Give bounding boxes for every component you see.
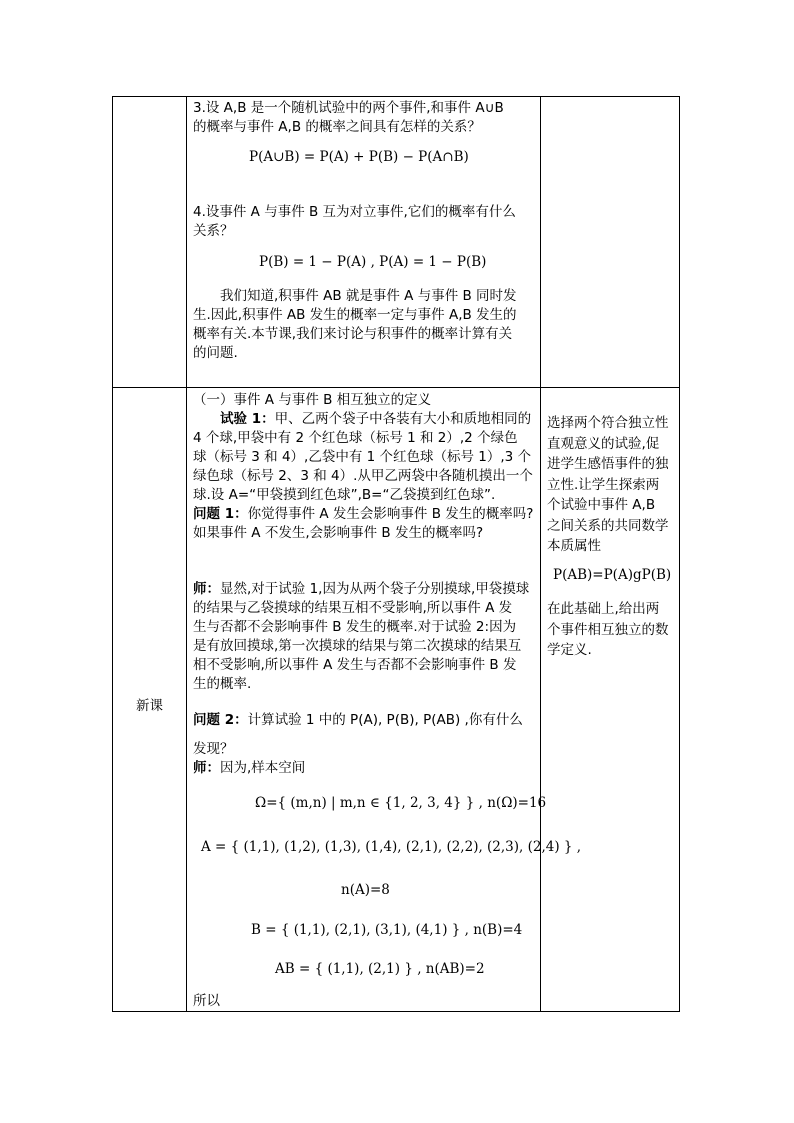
note-line: 直观意义的试验,促	[547, 435, 660, 452]
trial1-line: 绿色球（标号 2、3 和 4）.从甲乙两袋中各随机摸出一个	[193, 468, 533, 484]
trial1-label: 试验 1：	[220, 411, 275, 427]
teaching-notes-2	[547, 599, 679, 661]
new-lesson-content	[193, 391, 538, 543]
formula-sample-space: Ω={ (m,n) | m,n ∈ {1, 2, 3, 4} } , n(Ω)=16	[255, 795, 547, 811]
intro-line: 概率有关.本节课,我们来讨论与积事件的概率计算有关	[193, 326, 513, 342]
formula-n-a: n(A)=8	[341, 882, 390, 898]
teacher-explanation	[193, 580, 538, 694]
teacher-line: 生与否都不会影响事件 B 发生的概率.对于试验 2:因为	[193, 619, 517, 635]
intro-line: 生.因此,积事件 AB 发生的概率一定与事件 A,B 发生的	[193, 307, 517, 323]
formula-set-ab: AB = { (1,1), (2,1) } , n(AB)=2	[275, 961, 485, 977]
review-section	[193, 99, 538, 137]
row-divider	[113, 387, 679, 388]
note-line: 学定义.	[547, 642, 592, 658]
trial1-line: 球（标号 3 和 4）,乙袋中有 1 个红色球（标号 1）,3 个	[193, 449, 532, 465]
q4-line-1: 4.设事件 A 与事件 B 互为对立事件,它们的概率有什么	[193, 204, 516, 220]
teacher2-label: 师：	[193, 760, 220, 776]
q3-line-2: 的概率与事件 A,B 的概率之间具有怎样的关系？	[193, 119, 481, 135]
intro-paragraph	[193, 287, 538, 363]
note-line: 立性.让学生探索两	[547, 476, 660, 493]
section-label-new-lesson: 新课	[136, 698, 163, 714]
trial1-line: 球.设 A=“甲袋摸到红色球”,B=“乙袋摸到红色球”.	[193, 487, 496, 503]
q2-label: 问题 2：	[193, 712, 248, 728]
teacher-line: 生的概率.	[193, 676, 252, 692]
note-line: 之间关系的共同数学	[547, 517, 669, 534]
formula-union: P(A∪B) = P(A) + P(B) − P(A∩B)	[249, 149, 469, 165]
teacher-line: 相不受影响,所以事件 A 发生与否都不会影响事件 B 发	[193, 657, 517, 673]
column-divider-left	[186, 97, 187, 1011]
q1-line-2: 如果事件 A 不发生,会影响事件 B 发生的概率吗?	[193, 525, 484, 541]
q4-line-2: 关系？	[193, 223, 234, 239]
q2-line-1: 计算试验 1 中的 P(A), P(B), P(AB) ,你有什么	[247, 712, 523, 728]
q2-line-2: 发现？	[193, 741, 234, 757]
formula-complement: P(B) = 1 − P(A) , P(A) = 1 − P(B)	[259, 254, 487, 270]
question-2-cont	[193, 740, 538, 778]
formula-set-a: A = { (1,1), (1,2), (1,3), (1,4), (2,1), (2,2), (2,3), (2,4) } ,	[201, 839, 582, 855]
teaching-notes	[547, 413, 679, 557]
teacher-line: 是有放回摸球,第一次摸球的结果与第二次摸球的结果互	[193, 638, 522, 654]
note-line: 进学生感悟事件的独	[547, 456, 669, 472]
trial1-line: 4 个球,甲袋中有 2 个红色球（标号 1 和 2）,2 个绿色	[193, 430, 518, 446]
intro-line: 我们知道,积事件 AB 就是事件 A 与事件 B 同时发	[220, 288, 517, 304]
note-line: 选择两个符合独立性	[547, 415, 669, 431]
note-line: 在此基础上,给出两	[547, 601, 660, 617]
intro-line: 的问题.	[193, 345, 238, 361]
formula-set-b: B = { (1,1), (2,1), (3,1), (4,1) } , n(B)=4	[251, 922, 523, 938]
teacher-line: 的结果与乙袋摸球的结果互相不受影响,所以事件 A 发	[193, 600, 513, 616]
question-2	[193, 711, 538, 730]
so-text: 所以	[193, 993, 220, 1009]
column-divider-right	[540, 97, 541, 1011]
note-line: 个试验中事件 A,B	[547, 497, 656, 513]
note-line: 个事件相互独立的数	[547, 621, 669, 638]
q3-line-1: 3.设 A,B 是一个随机试验中的两个事件,和事件 A∪B	[193, 100, 504, 116]
q1-label: 问题 1：	[193, 506, 248, 522]
notes-formula: P(AB)=P(A)gP(B)	[553, 567, 672, 583]
trial1-line: 甲、乙两个袋子中各装有大小和质地相同的	[274, 411, 532, 427]
section-heading: （一）事件 A 与事件 B 相互独立的定义	[193, 392, 432, 408]
teacher-line: 显然,对于试验 1,因为从两个袋子分别摸球,甲袋摸球	[220, 581, 530, 597]
teacher2-text: 因为,样本空间	[220, 760, 306, 776]
lesson-table	[112, 96, 680, 1012]
q4-block	[193, 203, 538, 241]
q1-line-1: 你觉得事件 A 发生会影响事件 B 发生的概率吗?	[247, 506, 534, 522]
teacher-label: 师：	[193, 581, 220, 597]
note-line: 本质属性	[547, 538, 601, 554]
